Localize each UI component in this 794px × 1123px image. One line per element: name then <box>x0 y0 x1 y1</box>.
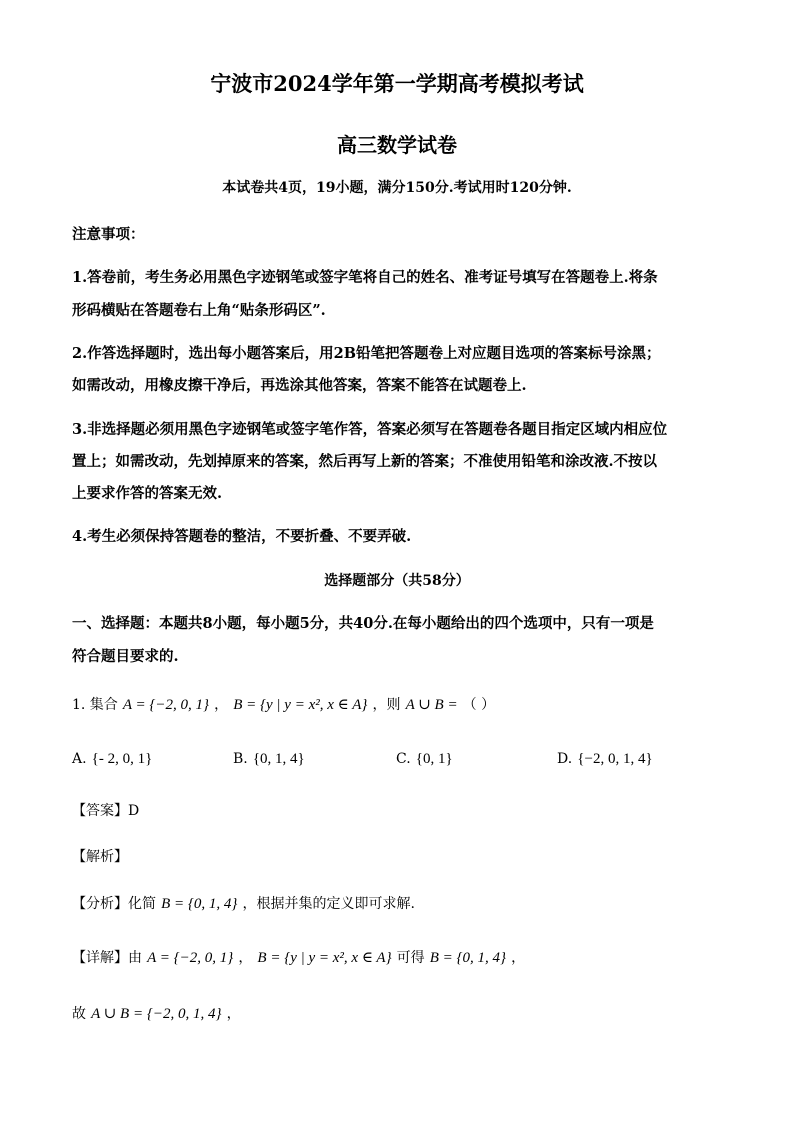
question-1-prefix: 1. 集合 <box>72 697 118 713</box>
answer-value: D <box>128 803 140 819</box>
note-2-line-2: 如需改动，用橡皮擦干净后，再选涂其他答案，答案不能答在试题卷上. <box>72 377 527 394</box>
detail-result: B = {0, 1, 4} <box>429 950 507 966</box>
question-1-comma: ， <box>214 697 229 713</box>
section-intro-line-1: 一、选择题：本题共8小题，每小题5分，共40分.在每小题给出的四个选项中，只有一项是 <box>72 615 654 632</box>
question-1-union: A ∪ B = <box>405 697 458 713</box>
question-1-paren: （ ） <box>462 697 496 713</box>
note-2-line-1: 2.作答选择题时，选出每小题答案后，用2B铅笔把答题卷上对应题目选项的答案标号涂黑； <box>72 345 661 362</box>
detail-set-b: B = {y | y = x², x ∈ A} <box>257 950 392 966</box>
note-3-line-3: 上要求作答的答案无效. <box>72 485 223 502</box>
detail-mid: 可得 <box>396 950 425 966</box>
detail-comma: ， <box>238 950 253 966</box>
answer-label: 【答案】 <box>72 803 128 819</box>
option-c <box>396 748 453 768</box>
fenxi-math: B = {0, 1, 4} <box>161 896 238 912</box>
option-b-label: B. <box>233 751 248 767</box>
detail-end: ， <box>511 950 526 966</box>
question-1-then: ，则 <box>372 697 401 713</box>
option-a-label: A. <box>72 751 87 767</box>
fenxi-label: 【分析】 <box>72 896 128 912</box>
exam-title: 宁波市2024学年第一学期高考模拟考试 <box>210 71 584 96</box>
exam-subtitle: 高三数学试卷 <box>337 133 457 157</box>
answer-line <box>72 800 139 820</box>
option-d-value: {−2, 0, 1, 4} <box>577 751 653 767</box>
section-title: 选择题部分（共58分） <box>324 573 470 589</box>
note-4: 4.考生必须保持答题卷的整洁，不要折叠、不要弄破. <box>72 528 412 545</box>
option-c-value: {0, 1} <box>415 751 453 767</box>
section-intro-line-2: 符合题目要求的. <box>72 648 179 665</box>
note-1-line-2: 形码横贴在答题卷右上角“贴条形码区”. <box>72 302 326 319</box>
fenxi-post: ，根据并集的定义即可求解. <box>242 896 415 912</box>
detail-line <box>72 947 525 967</box>
conclusion-line <box>72 1003 241 1023</box>
fenxi-pre: 化简 <box>128 896 156 912</box>
note-3-line-1: 3.非选择题必须用黑色字迹钢笔或签字笔作答，答案必须写在答题卷各题目指定区域内相应位 <box>72 421 668 438</box>
note-3-line-2: 置上；如需改动，先划掉原来的答案，然后再写上新的答案；不准使用铅笔和涂改液.不按以 <box>72 453 658 470</box>
option-d-label: D. <box>557 751 573 767</box>
question-1-set-a: A = {−2, 0, 1} <box>122 697 210 713</box>
conclusion-math: A ∪ B = {−2, 0, 1, 4} <box>91 1006 222 1022</box>
note-1-line-1: 1.答卷前，考生务必用黑色字迹钢笔或签字笔将自己的姓名、准考证号填写在答题卷上.将条 <box>72 269 658 286</box>
detail-pre: 由 <box>128 950 142 966</box>
analysis-label: 【解析】 <box>72 849 128 865</box>
question-1 <box>72 694 495 714</box>
option-a-value: {- 2, 0, 1} <box>91 751 153 767</box>
exam-info: 本试卷共4页，19小题，满分150分.考试用时120分钟. <box>222 180 572 196</box>
notes-heading: 注意事项： <box>72 226 145 243</box>
option-c-label: C. <box>396 751 411 767</box>
conclusion-end: ， <box>226 1006 241 1022</box>
detail-label: 【详解】 <box>72 950 128 966</box>
option-b <box>233 748 305 768</box>
detail-set-a: A = {−2, 0, 1} <box>147 950 234 966</box>
fenxi-line <box>72 893 415 913</box>
conclusion-pre: 故 <box>72 1006 86 1022</box>
option-b-value: {0, 1, 4} <box>252 751 305 767</box>
option-d <box>557 748 653 768</box>
option-a <box>72 748 152 768</box>
question-1-set-b: B = {y | y = x², x ∈ A} <box>233 697 368 713</box>
